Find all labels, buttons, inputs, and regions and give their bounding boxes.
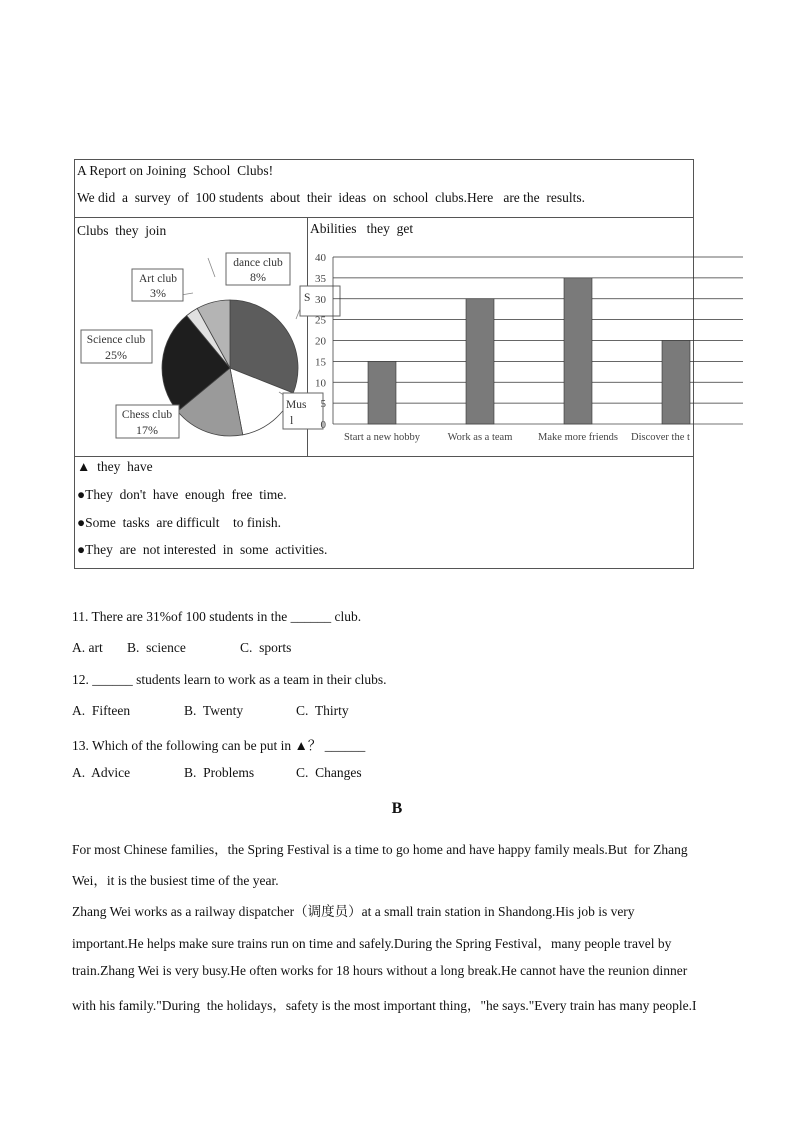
passage-line: For most Chinese families，the Spring Festival is a time to go home and have happy family meals.But for Zhang: [72, 842, 688, 857]
sports-club-label: S: [304, 292, 311, 304]
y-tick-label: 5: [320, 398, 326, 411]
x-tick-label: Work as a team: [447, 432, 513, 443]
y-tick-label: 15: [315, 356, 326, 369]
bar-chart-area: [308, 244, 693, 456]
x-tick-label: Start a new hobby: [343, 432, 421, 443]
bar-chart: [308, 244, 738, 456]
question-number: 11.: [72, 609, 89, 624]
option-c: C. Changes: [296, 765, 362, 780]
question-number: 12.: [72, 672, 89, 687]
option-c: C. sports: [240, 640, 292, 655]
option-a: A. Fifteen: [72, 703, 131, 718]
table-divider: [75, 217, 693, 218]
question-text: ______ students learn to work as a team in their clubs.: [88, 672, 387, 687]
option-a: A. Advice: [72, 765, 131, 780]
bar: [466, 299, 494, 424]
question-text: Which of the following can be put in ▲？ ______: [88, 738, 366, 753]
chess-club-percent: 17%: [136, 423, 158, 437]
question-text: There are 31%of 100 students in the ______ club.: [88, 609, 362, 624]
option-b: B. Problems: [184, 765, 255, 780]
question-11: [72, 609, 361, 625]
option-a: A. art: [72, 640, 103, 655]
option-b: B. Twenty: [184, 703, 244, 718]
y-tick-label: 30: [315, 293, 326, 306]
sports-leader-line: [296, 309, 300, 319]
question-number: 13.: [72, 738, 89, 753]
y-tick-label: 20: [315, 335, 326, 348]
y-tick-label: 0: [320, 419, 326, 431]
passage-line: train.Zhang Wei is very busy.He often works for 18 hours without a long break.He cannot have the reunion dinner: [72, 963, 688, 978]
y-tick-label: 40: [315, 252, 326, 264]
dance-club-callout: [226, 253, 290, 285]
y-tick-label: 10: [315, 377, 326, 390]
pie-chart-area: [75, 244, 311, 456]
problems-divider: [75, 456, 693, 457]
chess-club-callout: [116, 405, 179, 438]
question-12: [72, 672, 387, 688]
passage-line: Zhang Wei works as a railway dispatcher（调度员）at a small train station in Shandong.His job is very: [72, 904, 635, 919]
bar: [564, 278, 592, 424]
section-b-heading: B: [391, 800, 403, 817]
y-tick-label: 35: [315, 272, 326, 285]
option-b: B. science: [127, 640, 186, 655]
problem-item: ●They don't have enough free time.: [77, 487, 287, 502]
x-tick-label: Make more friends: [538, 432, 618, 443]
problems-heading: ▲ they have: [77, 459, 153, 474]
option-c: C. Thirty: [296, 703, 349, 718]
art-club-label: Art club: [138, 273, 178, 285]
bar: [662, 341, 690, 425]
x-tick-label: Discover the t: [631, 432, 690, 443]
music-club-label: Mus: [286, 399, 307, 411]
dance-club-percent: 8%: [250, 270, 266, 284]
science-club-percent: 25%: [105, 348, 127, 362]
report-intro: We did a survey of 100 students about their ideas on school clubs.Here are the results.: [77, 190, 586, 205]
question-13: [72, 734, 365, 754]
problem-item: ●They are not interested in some activities.: [77, 542, 328, 557]
dance-leader-line: [208, 258, 215, 277]
bar-chart-heading: Abilities they get: [310, 221, 414, 236]
music-club-percent: l: [290, 413, 294, 427]
chess-club-label: Chess club: [121, 409, 173, 421]
bar: [368, 361, 396, 424]
dance-club-label: dance club: [233, 257, 283, 269]
passage-line: Wei，it is the busiest time of the year.: [72, 873, 279, 888]
report-box: [74, 159, 694, 569]
passage-line: with his family."During the holidays，safety is the most important thing，"he says."Every train has many people.I: [72, 998, 697, 1013]
art-club-percent: 3%: [150, 286, 166, 300]
art-club-callout: [132, 269, 183, 301]
passage-line: important.He helps make sure trains run on time and safely.During the Spring Festival，many people travel by: [72, 936, 672, 951]
pie-chart: [75, 244, 311, 456]
problem-item: ●Some tasks are difficult to finish.: [77, 515, 282, 530]
y-tick-label: 25: [315, 314, 326, 327]
pie-chart-heading: Clubs they join: [77, 223, 167, 238]
science-club-callout: [81, 330, 152, 363]
report-title: A Report on Joining School Clubs!: [77, 163, 274, 178]
science-club-label: Science club: [86, 334, 146, 346]
